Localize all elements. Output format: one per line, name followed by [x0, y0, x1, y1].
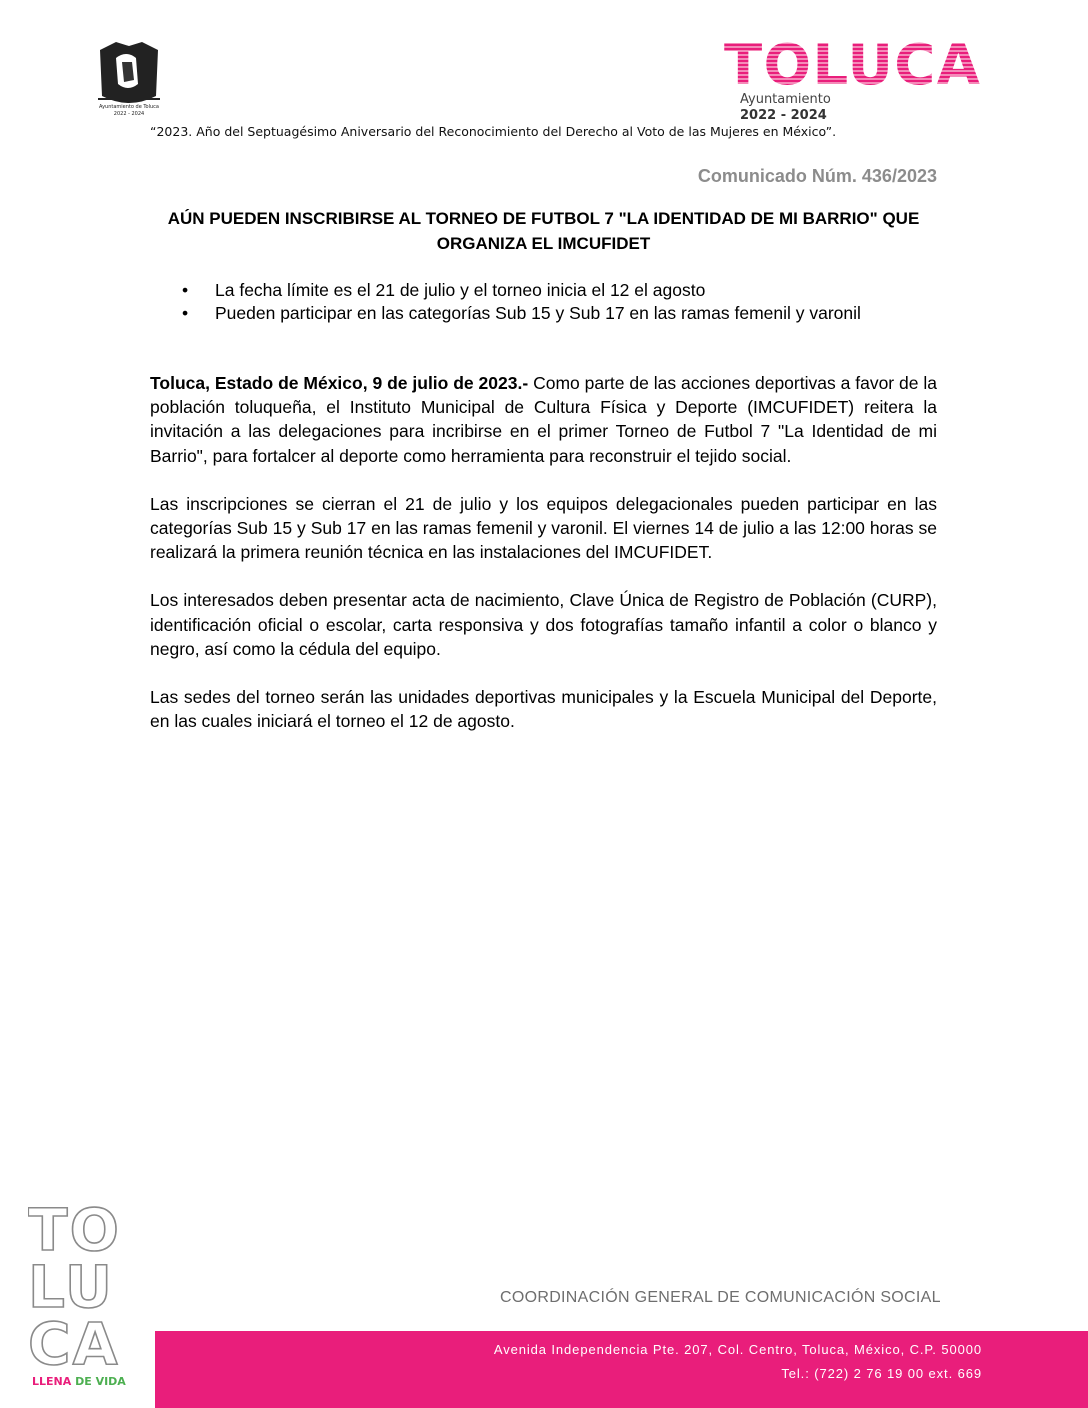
- toluca-brand-text: TOLUCA: [724, 36, 982, 98]
- paragraph: Las sedes del torneo serán las unidades deportivas municipales y la Escuela Municipal del Deporte, en las cuales iniciará el torneo el 12 de agosto.: [150, 687, 937, 732]
- seal-caption: Ayuntamiento de Toluca: [99, 104, 159, 110]
- list-item: [150, 279, 937, 302]
- dateline: Toluca, Estado de México, 9 de julio de 2023.-: [150, 373, 529, 393]
- bullet-icon: •: [182, 280, 189, 300]
- headline: AÚN PUEDEN INSCRIBIRSE AL TORNEO DE FUTBOL 7 "LA IDENTIDAD DE MI BARRIO" QUE ORGANIZA EL IMCUFIDET: [167, 209, 920, 253]
- logo-letters-row-3: CA: [28, 1310, 120, 1378]
- municipal-seal-logo: [86, 36, 172, 120]
- paragraph-text: Como parte de las acciones deportivas a favor de la población toluqueña, el Instituto Municipal de Cultura Física y Deporte (IMCUFIDET) reitera la invitación a las delegaciones para incribirse en el primer Torneo de Futbol 7 "La Identidad de mi Barrio", para fortalcer al deporte como herramienta para reconstruir el tejido social.: [150, 373, 937, 466]
- press-release-number: Comunicado Núm. 436/2023: [697, 166, 937, 186]
- slogan-part-1: LLENA: [32, 1375, 76, 1388]
- paragraph: [150, 371, 937, 468]
- list-item: [150, 302, 937, 325]
- highlights-list: [150, 279, 937, 325]
- footer-toluca-logo: [28, 1194, 148, 1390]
- coordination-label: COORDINACIÓN GENERAL DE COMUNICACIÓN SOCIAL: [500, 1289, 941, 1306]
- slogan: [32, 1375, 126, 1388]
- footer-address: Avenida Independencia Pte. 207, Col. Centro, Toluca, México, C.P. 50000: [493, 1342, 982, 1357]
- seal-caption-years: 2022 - 2024: [113, 111, 145, 117]
- paragraph: Las inscripciones se cierran el 21 de julio y los equipos delegacionales pueden participar en las categorías Sub 15 y Sub 17 en las ramas femenil y varonil. El viernes 14 de julio a las 12:00 horas se realizará la primera reunión técnica en las instalaciones del IMCUFIDET.: [150, 493, 937, 563]
- year-motto: “2023. Año del Septuagésimo Aniversario del Reconocimiento del Derecho al Voto de las Mujeres en México”.: [150, 124, 837, 139]
- slogan-part-2: DE VIDA: [75, 1375, 126, 1388]
- logo-letters-row-2: LU: [28, 1253, 114, 1321]
- logo-letters-row-1: TO: [28, 1196, 121, 1264]
- list-item-text: La fecha límite es el 21 de julio y el torneo inicia el 12 el agosto: [215, 280, 706, 300]
- list-item-text: Pueden participar en las categorías Sub 15 y Sub 17 en las ramas femenil y varonil: [215, 303, 861, 323]
- article-body: [150, 371, 937, 757]
- footer-phone: Tel.: (722) 2 76 19 00 ext. 669: [781, 1366, 982, 1381]
- brand-subtitle: Ayuntamiento: [740, 92, 831, 107]
- brand-years: 2022 - 2024: [740, 108, 827, 123]
- toluca-brand-logo: [724, 36, 984, 124]
- bullet-icon: •: [182, 303, 189, 323]
- paragraph: Los interesados deben presentar acta de nacimiento, Clave Única de Registro de Población (CURP), identificación oficial o escolar, carta responsiva y dos fotografías tamaño infantil a color o blanco y negro, así como la cédula del equipo.: [150, 590, 937, 659]
